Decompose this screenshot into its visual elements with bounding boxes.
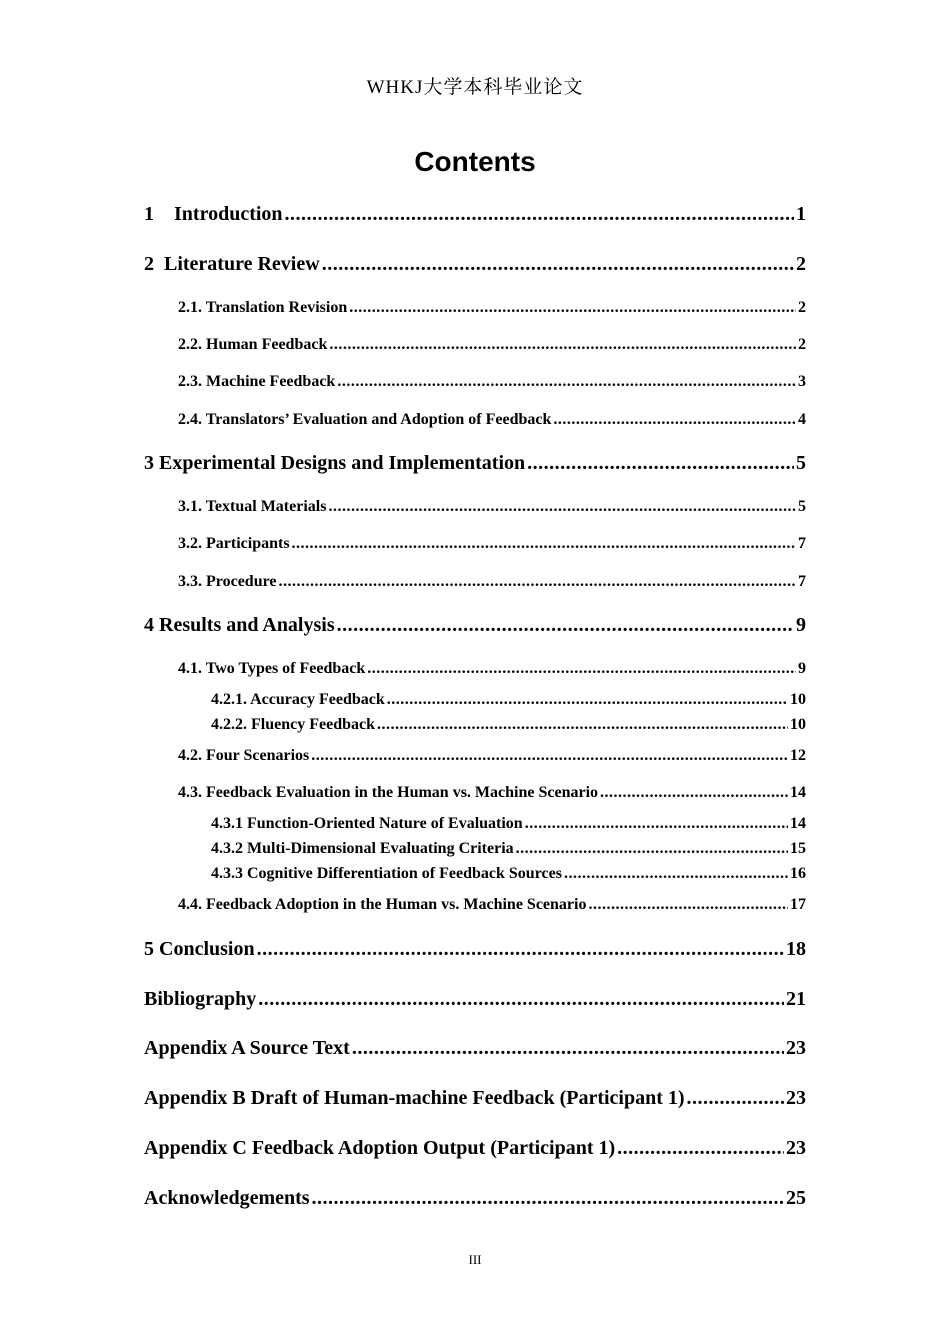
toc-entry[interactable] [178, 573, 806, 591]
toc-entry[interactable] [211, 716, 806, 734]
toc-entry[interactable] [144, 614, 806, 637]
page-title: Contents [414, 146, 536, 177]
toc-entry[interactable] [211, 815, 806, 833]
toc-label: 4.3. Feedback Evaluation in the Human vs. Machine Scenario [178, 784, 599, 801]
toc-entry[interactable] [178, 299, 806, 317]
toc-leader [258, 988, 784, 1011]
toc-label: 1 Introduction [144, 203, 283, 225]
toc-leader [588, 896, 788, 914]
toc-entry[interactable] [178, 784, 806, 802]
toc-page: 1 [796, 203, 806, 225]
toc-label: 3.2. Participants [178, 535, 290, 552]
toc-leader [337, 373, 796, 391]
toc-page: 2 [798, 336, 806, 353]
toc-entry[interactable] [144, 988, 806, 1011]
toc-label: Appendix B Draft of Human-machine Feedback (Participant 1) [144, 1087, 685, 1109]
toc-page: 21 [786, 988, 806, 1010]
toc-label: 5 Conclusion [144, 938, 255, 960]
toc-page: 23 [786, 1087, 806, 1109]
toc-entry[interactable] [144, 1137, 806, 1160]
toc-leader [352, 1037, 784, 1060]
toc-leader [328, 498, 796, 516]
toc-entry[interactable] [211, 865, 806, 883]
toc-leader [553, 411, 796, 429]
toc-entry[interactable] [144, 938, 806, 961]
toc-page: 9 [798, 660, 806, 677]
toc-leader [687, 1087, 784, 1110]
toc-entry[interactable] [144, 452, 806, 475]
toc-page: 18 [786, 938, 806, 960]
toc-page: 4 [798, 411, 806, 428]
toc-leader [527, 452, 794, 475]
toc-leader [525, 815, 788, 833]
toc-entry[interactable] [211, 691, 806, 709]
toc-leader [564, 865, 788, 883]
toc-leader [329, 336, 796, 354]
toc-label: 4.2.2. Fluency Feedback [211, 716, 375, 733]
toc-label: 4.2.1. Accuracy Feedback [211, 691, 385, 708]
toc-label: 4.3.2 Multi-Dimensional Evaluating Criteria [211, 840, 514, 857]
toc-label: Appendix A Source Text [144, 1037, 350, 1059]
toc-page: 2 [798, 299, 806, 316]
toc-label: 2.4. Translators’ Evaluation and Adoption of Feedback [178, 411, 552, 428]
toc-label: 2.3. Machine Feedback [178, 373, 336, 390]
toc-page: 14 [790, 815, 806, 832]
toc-leader [279, 573, 797, 591]
toc-label: 3.3. Procedure [178, 573, 277, 590]
toc-page: 15 [790, 840, 806, 857]
toc-leader [600, 784, 788, 802]
toc-label: 3.1. Textual Materials [178, 498, 327, 515]
toc-label: 4.4. Feedback Adoption in the Human vs. Machine Scenario [178, 896, 587, 913]
toc-entry[interactable] [144, 253, 806, 276]
toc-entry[interactable] [144, 1187, 806, 1210]
toc-page: 5 [798, 498, 806, 515]
toc-page: 16 [790, 865, 806, 882]
toc-page: 12 [790, 747, 806, 764]
toc-leader [387, 691, 788, 709]
toc-label: Acknowledgements [144, 1187, 310, 1209]
toc-label: Bibliography [144, 988, 257, 1010]
toc-leader [312, 1187, 784, 1210]
toc-entry[interactable] [178, 896, 806, 914]
toc-leader [292, 535, 796, 553]
toc-entry[interactable] [178, 660, 806, 678]
toc-entry[interactable] [178, 411, 806, 429]
toc-entry[interactable] [211, 840, 806, 858]
toc-page: 23 [786, 1037, 806, 1059]
toc-leader [257, 938, 784, 961]
toc-page: 14 [790, 784, 806, 801]
toc-label: 4 Results and Analysis [144, 614, 335, 636]
toc-label: 4.2. Four Scenarios [178, 747, 310, 764]
toc-label: 2.1. Translation Revision [178, 299, 348, 316]
toc-leader [311, 747, 788, 765]
toc-entry[interactable] [178, 336, 806, 354]
toc-page: 2 [796, 253, 806, 275]
toc-page: 17 [790, 896, 806, 913]
toc-label: 4.3.3 Cognitive Differentiation of Feedback Sources [211, 865, 562, 882]
running-header: WHKJ大学本科毕业论文 [366, 77, 584, 98]
toc-page: 3 [798, 373, 806, 390]
toc-page: 9 [796, 614, 806, 636]
toc-leader [322, 253, 794, 276]
toc-entry[interactable] [178, 373, 806, 391]
toc-leader [617, 1137, 784, 1160]
toc-page: 7 [798, 573, 806, 590]
toc-page: 23 [786, 1137, 806, 1159]
toc-label: Appendix C Feedback Adoption Output (Participant 1) [144, 1137, 616, 1159]
toc-page: 7 [798, 535, 806, 552]
toc-entry[interactable] [144, 1037, 806, 1060]
toc-label: 2.2. Human Feedback [178, 336, 328, 353]
toc-label: 4.1. Two Types of Feedback [178, 660, 366, 677]
toc-leader [337, 614, 794, 637]
toc-entry[interactable] [178, 498, 806, 516]
toc-leader [516, 840, 788, 858]
toc-page: 10 [790, 691, 806, 708]
toc-leader [285, 203, 794, 226]
toc-leader [349, 299, 796, 317]
toc-page: 10 [790, 716, 806, 733]
toc-page: 5 [796, 452, 806, 474]
toc-leader [377, 716, 788, 734]
page-number: III [468, 1252, 482, 1267]
toc-label: 2 Literature Review [144, 253, 320, 275]
toc-label: 4.3.1 Function-Oriented Nature of Evaluation [211, 815, 523, 832]
toc-entry[interactable] [178, 747, 806, 765]
toc-entry[interactable] [144, 1087, 806, 1110]
toc-leader [367, 660, 796, 678]
toc-label: 3 Experimental Designs and Implementation [144, 452, 526, 474]
toc-page: 25 [786, 1187, 806, 1209]
toc-entry[interactable] [178, 535, 806, 553]
toc-entry[interactable] [144, 203, 806, 226]
